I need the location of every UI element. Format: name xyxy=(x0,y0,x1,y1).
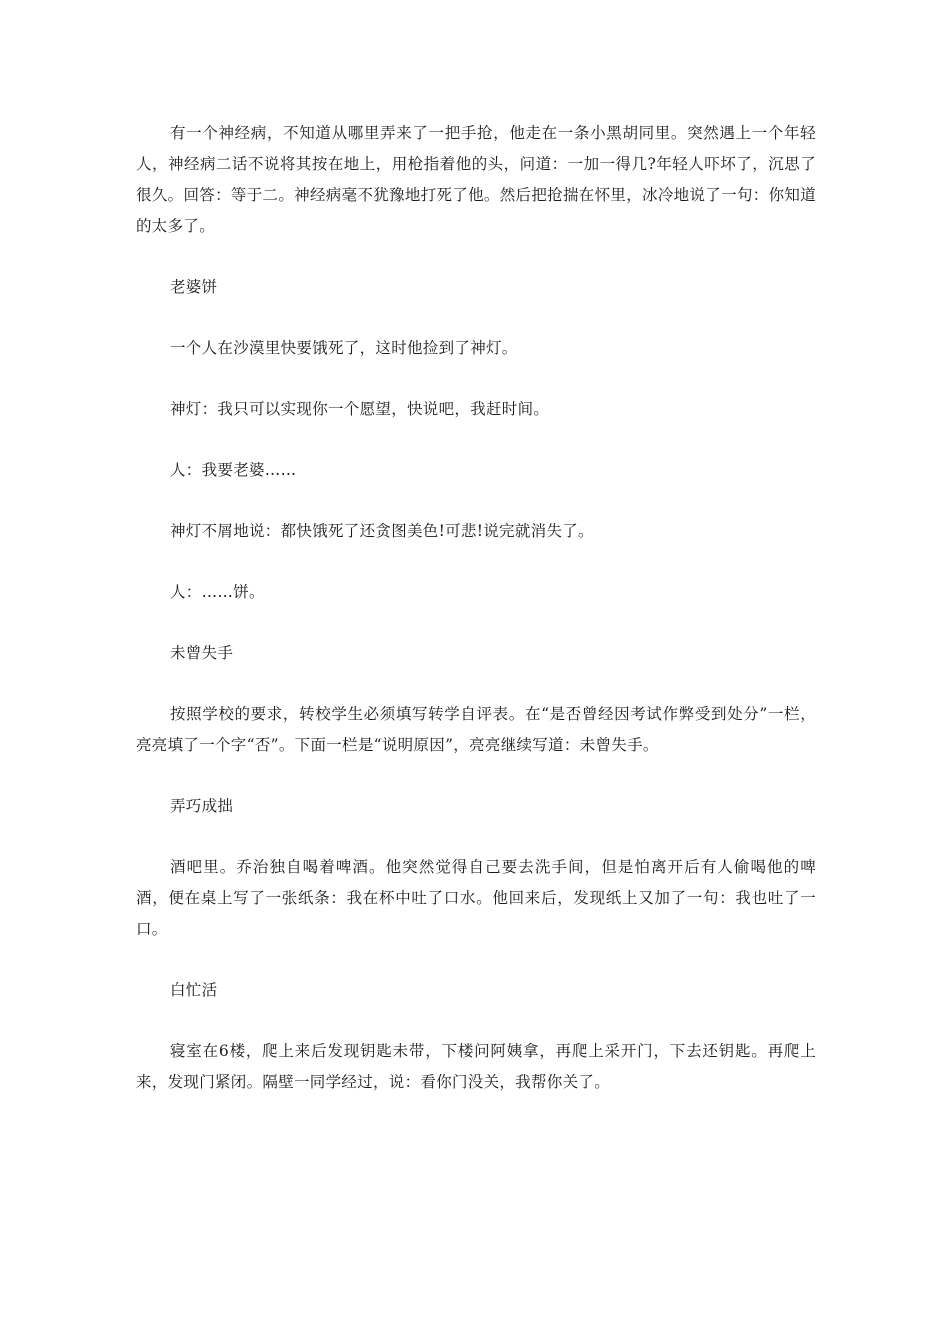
paragraph-transfer-form: 按照学校的要求，转校学生必须填写转学自评表。在“是否曾经因考试作弊受到处分”一栏，亮亮填了一个字“否”。下面一栏是“说明原因”，亮亮继续写道：未曾失手。 xyxy=(136,705,816,754)
document-body xyxy=(136,118,816,1128)
paragraph-man-cake: 人：……饼。 xyxy=(170,583,265,601)
paragraph-genie-reply: 神灯不屑地说：都快饿死了还贪图美色!可悲!说完就消失了。 xyxy=(170,522,594,540)
section-title-backfire: 弄巧成拙 xyxy=(170,797,234,815)
section-title-wasted-effort: 白忙活 xyxy=(170,981,218,999)
paragraph-madman-story: 有一个神经病，不知道从哪里弄来了一把手抢，他走在一条小黑胡同里。突然遇上一个年轻人，神经病二话不说将其按在地上，用枪指着他的头，问道：一加一得几?年轻人吓坏了，沉思了很久。回答：等于二。神经病毫不犹豫地打死了他。然后把抢揣在怀里，冰冷地说了一句：你知道的太多了。 xyxy=(136,124,816,235)
paragraph-desert: 一个人在沙漠里快要饿死了，这时他捡到了神灯。 xyxy=(170,339,518,357)
paragraph-dorm-key: 寝室在6楼，爬上来后发现钥匙未带，下楼问阿姨拿，再爬上采开门，下去还钥匙。再爬上来，发现门紧闭。隔壁一同学经过，说：看你门没关，我帮你关了。 xyxy=(136,1042,816,1091)
paragraph-genie-offer: 神灯：我只可以实现你一个愿望，快说吧，我赶时间。 xyxy=(170,400,550,418)
paragraph-bar-beer: 酒吧里。乔治独自喝着啤酒。他突然觉得自己要去洗手间，但是怕离开后有人偷喝他的啤酒，便在桌上写了一张纸条：我在杯中吐了口水。他回来后，发现纸上又加了一句：我也吐了一口。 xyxy=(136,858,816,938)
section-title-never-failed: 未曾失手 xyxy=(170,644,234,662)
section-title-wife-cake: 老婆饼 xyxy=(170,278,218,296)
paragraph-man-wish: 人：我要老婆…… xyxy=(170,461,297,479)
